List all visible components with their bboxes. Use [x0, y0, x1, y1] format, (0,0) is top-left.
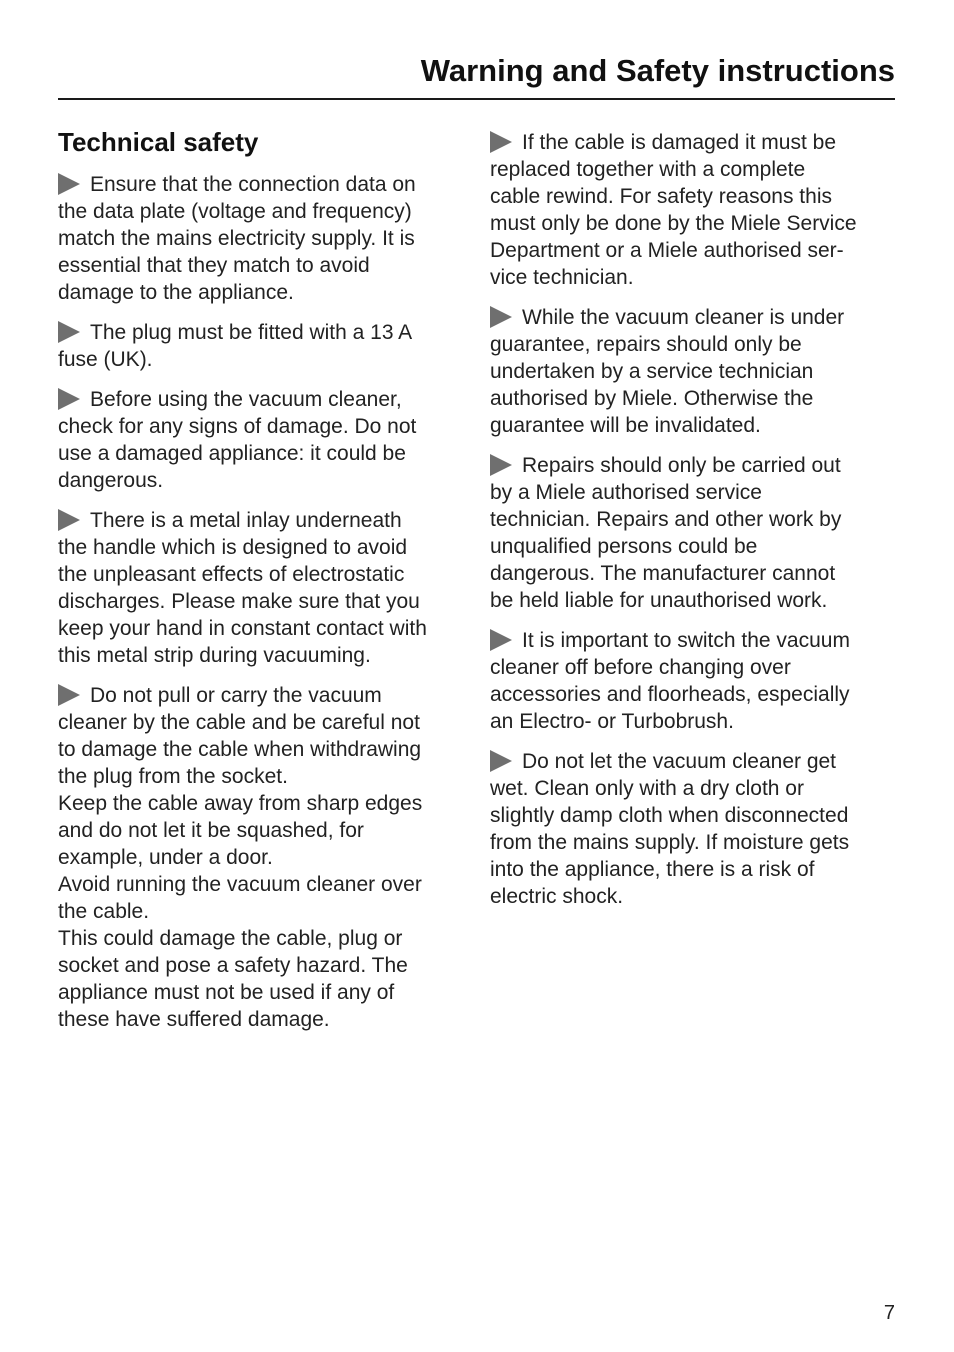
- safety-instruction: [490, 452, 900, 614]
- instruction-line: guarantee, repairs should only be: [490, 333, 802, 356]
- safety-instruction: [58, 386, 468, 494]
- instruction-line: [58, 171, 468, 198]
- instruction-text: Repairs should only be carried out: [522, 454, 841, 477]
- instruction-line: the cable.: [58, 900, 150, 923]
- instruction-line: check for any signs of damage. Do not: [58, 415, 417, 438]
- instruction-line: dangerous.: [58, 469, 164, 492]
- instruction-line: electric shock.: [490, 885, 624, 908]
- instruction-line: This could damage the cable, plug or: [58, 927, 403, 950]
- instruction-text: If the cable is damaged it must be: [522, 131, 837, 154]
- left-paragraphs: [58, 171, 468, 1033]
- instruction-line: [490, 129, 900, 156]
- instruction-line: from the mains supply. If moisture gets: [490, 831, 850, 854]
- instruction-line: [58, 386, 468, 413]
- instruction-line: to damage the cable when withdrawing: [58, 738, 422, 761]
- page-header: [58, 50, 895, 100]
- safety-instruction: [58, 319, 468, 373]
- instruction-line: damage to the appliance.: [58, 281, 294, 304]
- instruction-line: wet. Clean only with a dry cloth or: [490, 777, 804, 800]
- instruction-text: Before using the vacuum cleaner,: [90, 388, 402, 411]
- instruction-line: guarantee will be invalidated.: [490, 414, 761, 437]
- triangle-bullet-icon: [58, 684, 80, 706]
- instruction-line: fuse (UK).: [58, 348, 153, 371]
- instruction-line: cleaner by the cable and be careful not: [58, 711, 420, 734]
- instruction-line: the unpleasant effects of electrostatic: [58, 563, 405, 586]
- instruction-text: The plug must be fitted with a 13 A: [90, 321, 413, 344]
- instruction-line: the handle which is designed to avoid: [58, 536, 408, 559]
- instruction-line: by a Miele authorised service: [490, 481, 762, 504]
- safety-instruction: [490, 748, 900, 910]
- triangle-bullet-icon: [490, 454, 512, 476]
- instruction-line: [58, 507, 468, 534]
- instruction-line: these have suffered damage.: [58, 1008, 330, 1031]
- left-column: [58, 122, 468, 1046]
- triangle-bullet-icon: [490, 750, 512, 772]
- instruction-line: essential that they match to avoid: [58, 254, 370, 277]
- instruction-line: cleaner off before changing over: [490, 656, 791, 679]
- safety-instruction: [58, 507, 468, 669]
- instruction-line: [490, 452, 900, 479]
- triangle-bullet-icon: [58, 321, 80, 343]
- instruction-line: vice technician.: [490, 266, 634, 289]
- section-title: Technical safety: [58, 127, 259, 157]
- instruction-line: socket and pose a safety hazard. The: [58, 954, 408, 977]
- instruction-line: cable rewind. For safety reasons this: [490, 185, 832, 208]
- instruction-text: Do not let the vacuum cleaner get: [522, 750, 837, 773]
- instruction-line: match the mains electricity supply. It is: [58, 227, 415, 250]
- instruction-line: [490, 304, 900, 331]
- instruction-line: keep your hand in constant contact with: [58, 617, 427, 640]
- safety-instruction: [490, 627, 900, 735]
- instruction-line: replaced together with a complete: [490, 158, 806, 181]
- instruction-line: [490, 627, 900, 654]
- instruction-line: technician. Repairs and other work by: [490, 508, 842, 531]
- instruction-line: dangerous. The manufacturer cannot: [490, 562, 836, 585]
- right-paragraphs: [490, 129, 900, 910]
- instruction-line: an Electro- or Turbobrush.: [490, 710, 734, 733]
- instruction-line: Keep the cable away from sharp edges: [58, 792, 423, 815]
- page-number: 7: [883, 1302, 895, 1324]
- instruction-line: be held liable for unauthorised work.: [490, 589, 828, 612]
- instruction-line: [58, 682, 468, 709]
- triangle-bullet-icon: [490, 306, 512, 328]
- safety-instruction: [490, 304, 900, 439]
- instruction-line: slightly damp cloth when disconnected: [490, 804, 849, 827]
- instruction-text: Ensure that the connection data on: [90, 173, 416, 196]
- instruction-line: unqualified persons could be: [490, 535, 758, 558]
- page-title: Warning and Safety instructions: [420, 53, 895, 88]
- instruction-line: accessories and floorheads, especially: [490, 683, 850, 706]
- instruction-line: authorised by Miele. Otherwise the: [490, 387, 814, 410]
- right-column: [490, 129, 900, 923]
- triangle-bullet-icon: [58, 173, 80, 195]
- instruction-line: must only be done by the Miele Service: [490, 212, 857, 235]
- instruction-line: this metal strip during vacuuming.: [58, 644, 371, 667]
- triangle-bullet-icon: [58, 388, 80, 410]
- safety-instruction: [58, 171, 468, 306]
- instruction-text: It is important to switch the vacuum: [522, 629, 850, 652]
- triangle-bullet-icon: [490, 629, 512, 651]
- triangle-bullet-icon: [58, 509, 80, 531]
- instruction-line: and do not let it be squashed, for: [58, 819, 364, 842]
- instruction-text: There is a metal inlay underneath: [90, 509, 402, 532]
- instruction-line: example, under a door.: [58, 846, 273, 869]
- instruction-line: appliance must not be used if any of: [58, 981, 395, 1004]
- instruction-line: the data plate (voltage and frequency): [58, 200, 412, 223]
- instruction-line: Avoid running the vacuum cleaner over: [58, 873, 422, 896]
- instruction-line: undertaken by a service technician: [490, 360, 814, 383]
- instruction-line: Department or a Miele authorised ser-: [490, 239, 844, 262]
- instruction-line: discharges. Please make sure that you: [58, 590, 420, 613]
- instruction-line: [490, 748, 900, 775]
- instruction-line: into the appliance, there is a risk of: [490, 858, 815, 881]
- triangle-bullet-icon: [490, 131, 512, 153]
- instruction-line: use a damaged appliance: it could be: [58, 442, 406, 465]
- safety-instruction: [58, 682, 468, 1033]
- instruction-text: Do not pull or carry the vacuum: [90, 684, 382, 707]
- instruction-line: the plug from the socket.: [58, 765, 288, 788]
- safety-instruction: [490, 129, 900, 291]
- instruction-line: [58, 319, 468, 346]
- instruction-text: While the vacuum cleaner is under: [522, 306, 845, 329]
